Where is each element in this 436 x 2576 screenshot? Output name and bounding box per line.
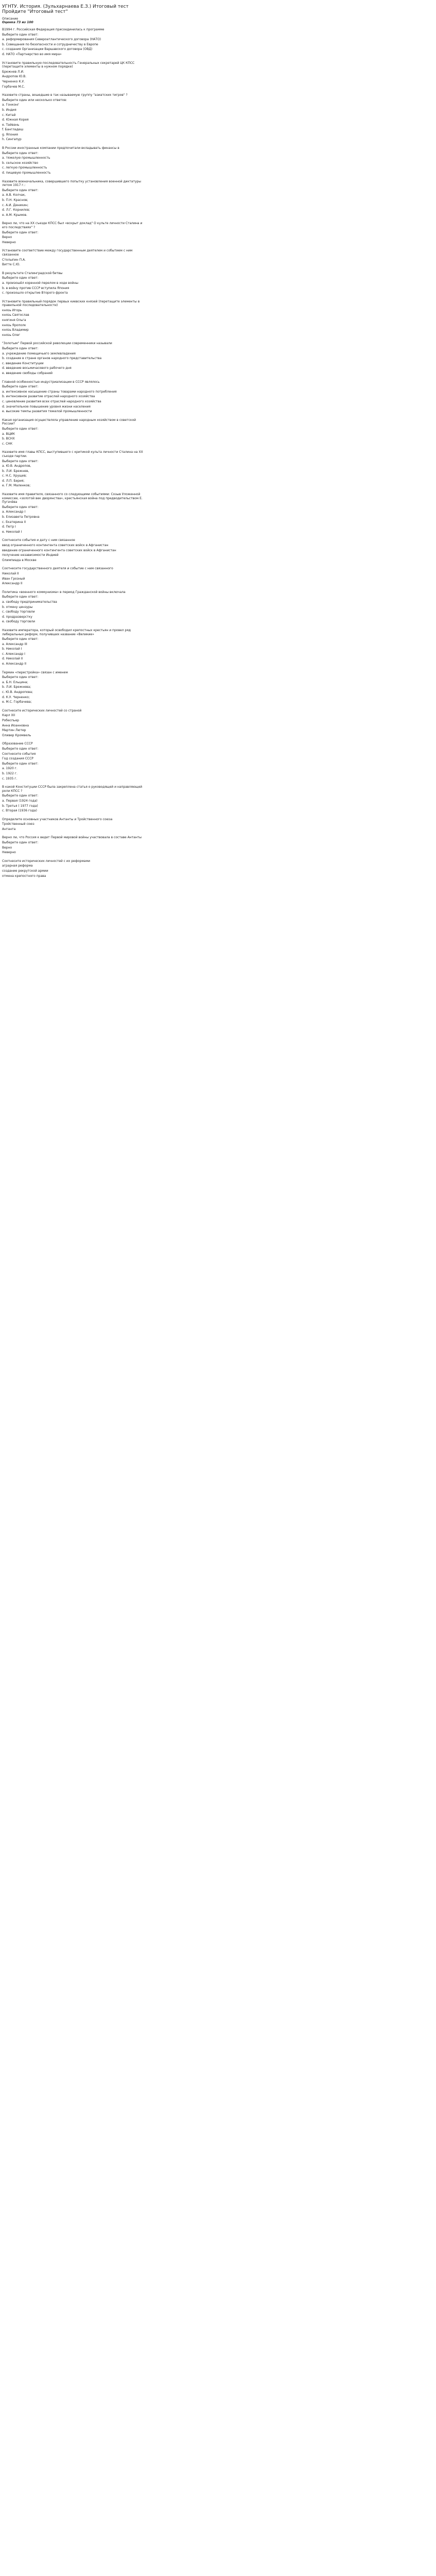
question-text: Назовите имя правителя, связанного со следующими событиями: Созыв Уложенной комиссии, «золотой век дворянства», крестьянская война под предводительством Е. Пугачёва [2, 493, 143, 504]
answer-instruction: Выберите один ответ: [2, 459, 39, 463]
question-block [2, 146, 146, 175]
question-block [2, 450, 146, 488]
answer-option[interactable]: Горбачев М.С. [2, 84, 25, 89]
answer-instruction: Выберите один ответ: [2, 427, 39, 431]
question-text: Верно ли, что на ХХ съезде КПСС был «вскрыт доклад" О культе личности Сталина и его последствиях" ? [2, 222, 143, 229]
answer-option[interactable]: a. Б.Н. Ельцина; [2, 680, 28, 684]
answer-option[interactable]: князь Олег [2, 333, 21, 337]
answer-option[interactable]: Год создания СССР [2, 757, 33, 761]
answer-option[interactable]: a. Гонконг [2, 103, 20, 107]
answer-instruction: Выберите один ответ: [2, 794, 39, 798]
answer-option[interactable]: a. Александр I [2, 510, 26, 514]
answer-option[interactable]: Иван Грозный [2, 577, 25, 581]
question-text: Соотнесите исторических личностей с их реформами [2, 859, 90, 863]
answer-option[interactable]: c. Екатерина II [2, 520, 26, 524]
answer-option[interactable]: аграрная реформа [2, 864, 33, 868]
answer-option[interactable]: князь Владимир [2, 328, 29, 332]
question-block [2, 342, 146, 375]
answer-instruction: Выберите один ответ: [2, 230, 39, 234]
question-text: Назовите императора, который освободил крепостных крестьян и провел ряд либеральных реформ, получивших название «Великие» [2, 628, 131, 636]
answer-option[interactable]: f. Бангладеш [2, 128, 24, 132]
answer-option[interactable]: Анна Иоанновна [2, 723, 29, 727]
answer-option[interactable]: e. А.М. Крымов. [2, 213, 27, 217]
answer-option[interactable]: Карл XII [2, 714, 15, 718]
question-block [2, 629, 146, 666]
answer-option[interactable]: b. в войну против СССР вступила Япония [2, 286, 69, 290]
answer-option[interactable]: a. А.В. Колчак, [2, 193, 26, 197]
answer-option[interactable]: получение независимости Индией [2, 553, 59, 557]
question-text: Соотнесите исторических личностей со страной [2, 708, 82, 713]
answer-option[interactable]: c. А.И. Деникин; [2, 203, 29, 207]
answer-instruction: Выберите один ответ: [2, 505, 39, 509]
question-block [2, 590, 146, 624]
question-text: Соотнесите государственного деятеля и событие с ним связанного [2, 567, 113, 571]
answer-option[interactable]: c. введение Конституции [2, 361, 44, 365]
answer-option[interactable]: введение ограниченного контингента советских войск в Афганистан [2, 548, 116, 552]
answer-option[interactable]: Соотнесите события [2, 752, 36, 756]
answer-option[interactable]: c. 1935 г. [2, 776, 18, 781]
answer-option[interactable]: Мартин Лютер [2, 728, 26, 733]
answer-option[interactable]: князь Игорь [2, 308, 22, 312]
answer-option[interactable]: d. продразверстку [2, 615, 32, 619]
answer-option[interactable]: a. учреждение помещичьего землевладения [2, 351, 76, 355]
answer-option[interactable]: Выберите один ответ: [2, 761, 39, 766]
answer-option[interactable]: b. Третья ( 1977 года) [2, 804, 38, 808]
answer-option[interactable]: Николай II [2, 571, 19, 575]
answer-option[interactable]: b. ВСНХ [2, 437, 15, 441]
answer-option[interactable]: b. Л.И. Брежнев, [2, 469, 29, 473]
answer-option[interactable]: Черненко К.У. [2, 79, 25, 83]
answer-option[interactable]: a. 1920 г. [2, 767, 18, 771]
answer-instruction: Выберите один ответ: [2, 188, 39, 192]
answer-option[interactable]: g. Япония [2, 132, 18, 137]
question-text: Установите соответствие между государственным деятелем и событием с ним связанное [2, 249, 133, 257]
answer-option[interactable]: e. Александр II [2, 662, 27, 666]
question-text: Какая организация осуществляла управление народным хозяйством в советской России? [2, 418, 136, 426]
answer-option[interactable]: Неверно [2, 240, 16, 244]
question-text: "Золотым" Первой российской революции современники называли [2, 342, 112, 346]
answer-instruction: Выберите один ответ: [2, 841, 39, 845]
answer-option[interactable]: b. Николай I [2, 647, 22, 651]
answer-option[interactable]: князь Ярополк [2, 323, 26, 327]
answer-option[interactable]: d. Л.П. Берия; [2, 479, 25, 483]
answer-instruction: Выберите один ответ: [2, 347, 39, 351]
question-text: Назовите страны, вошедшие в так называемую группу "азиатских тигров" ? [2, 93, 128, 97]
answer-option[interactable]: b. интенсивное развитие отраслей народного хозяйства [2, 395, 95, 399]
question-block [2, 785, 146, 813]
answer-option[interactable]: a. Александр III [2, 642, 27, 646]
grade-label: Оценка 73 из 100 [2, 21, 33, 25]
answer-option[interactable]: c. ценовление развития всех отраслей народного хозяйства [2, 399, 101, 403]
answer-option[interactable]: e. Г.М. Маленков; [2, 484, 31, 488]
answer-option[interactable]: e. М.С. Горбачева; [2, 700, 32, 704]
answer-option[interactable]: d. Петр I [2, 525, 16, 529]
answer-option[interactable]: Олимпиада в Москве [2, 558, 37, 562]
answer-option[interactable]: d. НАТО «Партнерство во имя мира» [2, 52, 62, 56]
answer-option[interactable]: d. Л.Г. Корнилов; [2, 208, 30, 212]
answer-option[interactable]: d. Николай II [2, 657, 23, 661]
answer-option[interactable]: b. отмену цензуры [2, 605, 33, 609]
answer-option[interactable]: Неверно [2, 851, 16, 855]
question-text: В1994 г. Российская Федерация присоединилась к программе [2, 28, 104, 31]
answer-instruction: Выберите один ответ: [2, 595, 39, 599]
question-block [2, 61, 146, 89]
description-label: Описание [2, 16, 19, 21]
answer-option[interactable]: c. произошло открытие Второго фронта [2, 291, 68, 295]
question-text: В России иностранные компании предпочитали вкладывать финансы в [2, 146, 119, 150]
question-block [2, 28, 146, 57]
answer-option[interactable]: e. введение свободы собраний [2, 371, 53, 375]
answer-option[interactable]: b. П.Н. Краснов; [2, 198, 28, 202]
page-title: УГНТУ. История. (Зульхарнаева Е.З.) Итоговый тест Пройдите "Итоговый тест" [2, 4, 129, 15]
answer-option[interactable]: a. ВЦИК [2, 432, 15, 436]
question-text: Политика «военного коммунизма» в период Гражданской войны включала [2, 590, 126, 594]
answer-option[interactable]: a. произошёл коренной перелом в ходе войны [2, 281, 78, 285]
question-text: Назовите имя главы КПСС, выступившего с критикой культа личности Сталина на ХХ съезде партии. [2, 450, 143, 458]
answer-instruction: Выберите один ответ: [2, 675, 39, 680]
answer-instruction: Выберите один ответ: [2, 747, 39, 751]
answer-option[interactable]: Брежнев Л.И. [2, 70, 24, 74]
answer-instruction: Выберите один ответ: [2, 151, 39, 155]
answer-option[interactable]: b. Индия [2, 108, 16, 112]
answer-option[interactable]: князь Святослав [2, 313, 29, 317]
answer-option[interactable]: Тройственный союз [2, 822, 34, 826]
answer-option[interactable]: e. Николай I [2, 530, 22, 534]
answer-option[interactable]: Робеспьер [2, 719, 19, 722]
answer-option[interactable]: c. Китай [2, 113, 16, 117]
answer-option[interactable]: d. Южная Корея [2, 118, 29, 122]
answer-option[interactable]: c. СНК [2, 442, 13, 446]
question-block [2, 493, 146, 534]
answer-option[interactable]: a. интенсивное насыщение страны товарами народного потребления [2, 389, 117, 394]
question-block [2, 380, 146, 414]
answer-option[interactable]: b. Л.И. Брежнева; [2, 685, 31, 689]
answer-option[interactable]: c. Александр I [2, 652, 25, 656]
answer-option[interactable]: Оливер Кромвель [2, 733, 31, 737]
question-text: Верно ли, что Россия к ведет Первой мировой войны участвовала в составе Антанты [2, 836, 142, 840]
answer-instruction: Выберите один ответ: [2, 276, 39, 280]
answer-option[interactable]: c. легкую промышленность [2, 166, 47, 170]
answer-option[interactable]: Верно [2, 845, 12, 850]
question-text: Соотнесите события и дату с ним связанное [2, 538, 75, 543]
answer-option[interactable]: d. К.У. Черненко; [2, 695, 30, 699]
answer-option[interactable]: b. сельское хозяйство [2, 161, 39, 165]
answer-option[interactable]: a. реформирования Североатлантического договора (НАТО) [2, 38, 101, 42]
question-text: Термин «перестройка» связан с именем [2, 670, 68, 674]
answer-option[interactable]: e. высокие темпы развития тяжелой промышленности [2, 410, 92, 414]
question-block [2, 709, 146, 738]
answer-option[interactable]: отмена крепостного права [2, 874, 46, 878]
answer-option[interactable]: Антанта [2, 827, 16, 831]
answer-option[interactable]: создание рекрутской армии [2, 869, 48, 873]
question-text: Назовите военачальника, совершившего попытку установления военной диктатуры летом 1917 г.: [2, 179, 141, 188]
answer-option[interactable]: a. свободу предпринимательства [2, 600, 57, 604]
test-document [0, 0, 146, 878]
question-text: Главной особенностью индустриализации в СССР являлось [2, 380, 100, 384]
question-block [2, 538, 146, 562]
answer-option[interactable]: e. Тайвань [2, 123, 20, 127]
question-block [2, 272, 146, 295]
answer-option[interactable]: Столыпин П.А. [2, 258, 26, 262]
answer-option[interactable]: Андропов Ю.В. [2, 75, 27, 79]
answer-option[interactable]: b. Елизавета Петровна [2, 515, 40, 519]
answer-option[interactable]: Верно [2, 235, 12, 240]
answer-instruction: Выберите один ответ: [2, 32, 39, 37]
answer-option[interactable]: ввод ограниченного контингента советских войск в Афганистан [2, 544, 109, 547]
question-text: Определите основных участников Антанты и Тройственного союза [2, 817, 113, 821]
question-block [2, 567, 146, 585]
question-text: Образование СССР [2, 742, 33, 746]
answer-option[interactable]: d. введение восьмичасового рабочего дня [2, 366, 72, 370]
question-block [2, 836, 146, 854]
answer-option[interactable]: a. Ю.В. Андропов, [2, 464, 31, 468]
answer-option[interactable]: c. свободу торговли [2, 610, 35, 614]
question-text: В какой Конституции СССР была закреплена статья о руководящей и направляющей роли КПСС ? [2, 785, 143, 793]
question-block [2, 180, 146, 217]
question-list [2, 28, 146, 878]
answer-option[interactable]: b. Совещания по безопасности и сотрудничеству в Европе [2, 42, 98, 46]
answer-instruction: Выберите один ответ: [2, 385, 39, 389]
question-text: Установите правильную последовательность Генеральных секретарей ЦК КПСС (перетащите элементы в нужном порядке) [2, 61, 135, 69]
answer-option[interactable]: a. Первая (1924 года) [2, 799, 38, 803]
question-block [2, 249, 146, 266]
question-block [2, 93, 146, 142]
question-text: Установите правильный порядок первых киевских князей (перетащите элементы в правильной последовательности) [2, 299, 140, 308]
question-block [2, 222, 146, 244]
answer-option[interactable]: Александр II [2, 582, 23, 586]
answer-option[interactable]: b. создание в стране органов народного представительства [2, 357, 102, 361]
answer-option[interactable]: e. свободу торговли [2, 620, 36, 624]
answer-option[interactable]: c. создания Организации Варшавского договора (ОВД) [2, 47, 93, 52]
answer-option[interactable]: d. пищевую промышленность [2, 171, 51, 175]
question-block [2, 859, 146, 878]
answer-instruction: Выберите один ответ: [2, 637, 39, 641]
answer-option[interactable]: c. Вторая (1936 года) [2, 809, 37, 813]
answer-option[interactable]: a. тяжелую промышленность [2, 156, 50, 160]
question-text: В результате Сталинградской битвы [2, 271, 63, 275]
question-block [2, 418, 146, 446]
question-block [2, 818, 146, 832]
answer-option[interactable]: b. 1922 г. [2, 771, 18, 775]
question-block [2, 300, 146, 337]
answer-instruction: Выберите один или несколько ответов: [2, 98, 67, 102]
question-block [2, 742, 146, 781]
answer-option[interactable]: c. Н.С. Хрущев; [2, 474, 27, 478]
answer-option[interactable]: c. Ю.В. Андропова; [2, 690, 33, 694]
answer-option[interactable]: Витте С.Ю. [2, 263, 21, 267]
question-block [2, 671, 146, 704]
answer-option[interactable]: княгиня Ольга [2, 318, 26, 323]
answer-option[interactable]: d. значительное повышение уровня жизни населения [2, 404, 91, 409]
answer-option[interactable]: h. Сингапур [2, 138, 22, 142]
